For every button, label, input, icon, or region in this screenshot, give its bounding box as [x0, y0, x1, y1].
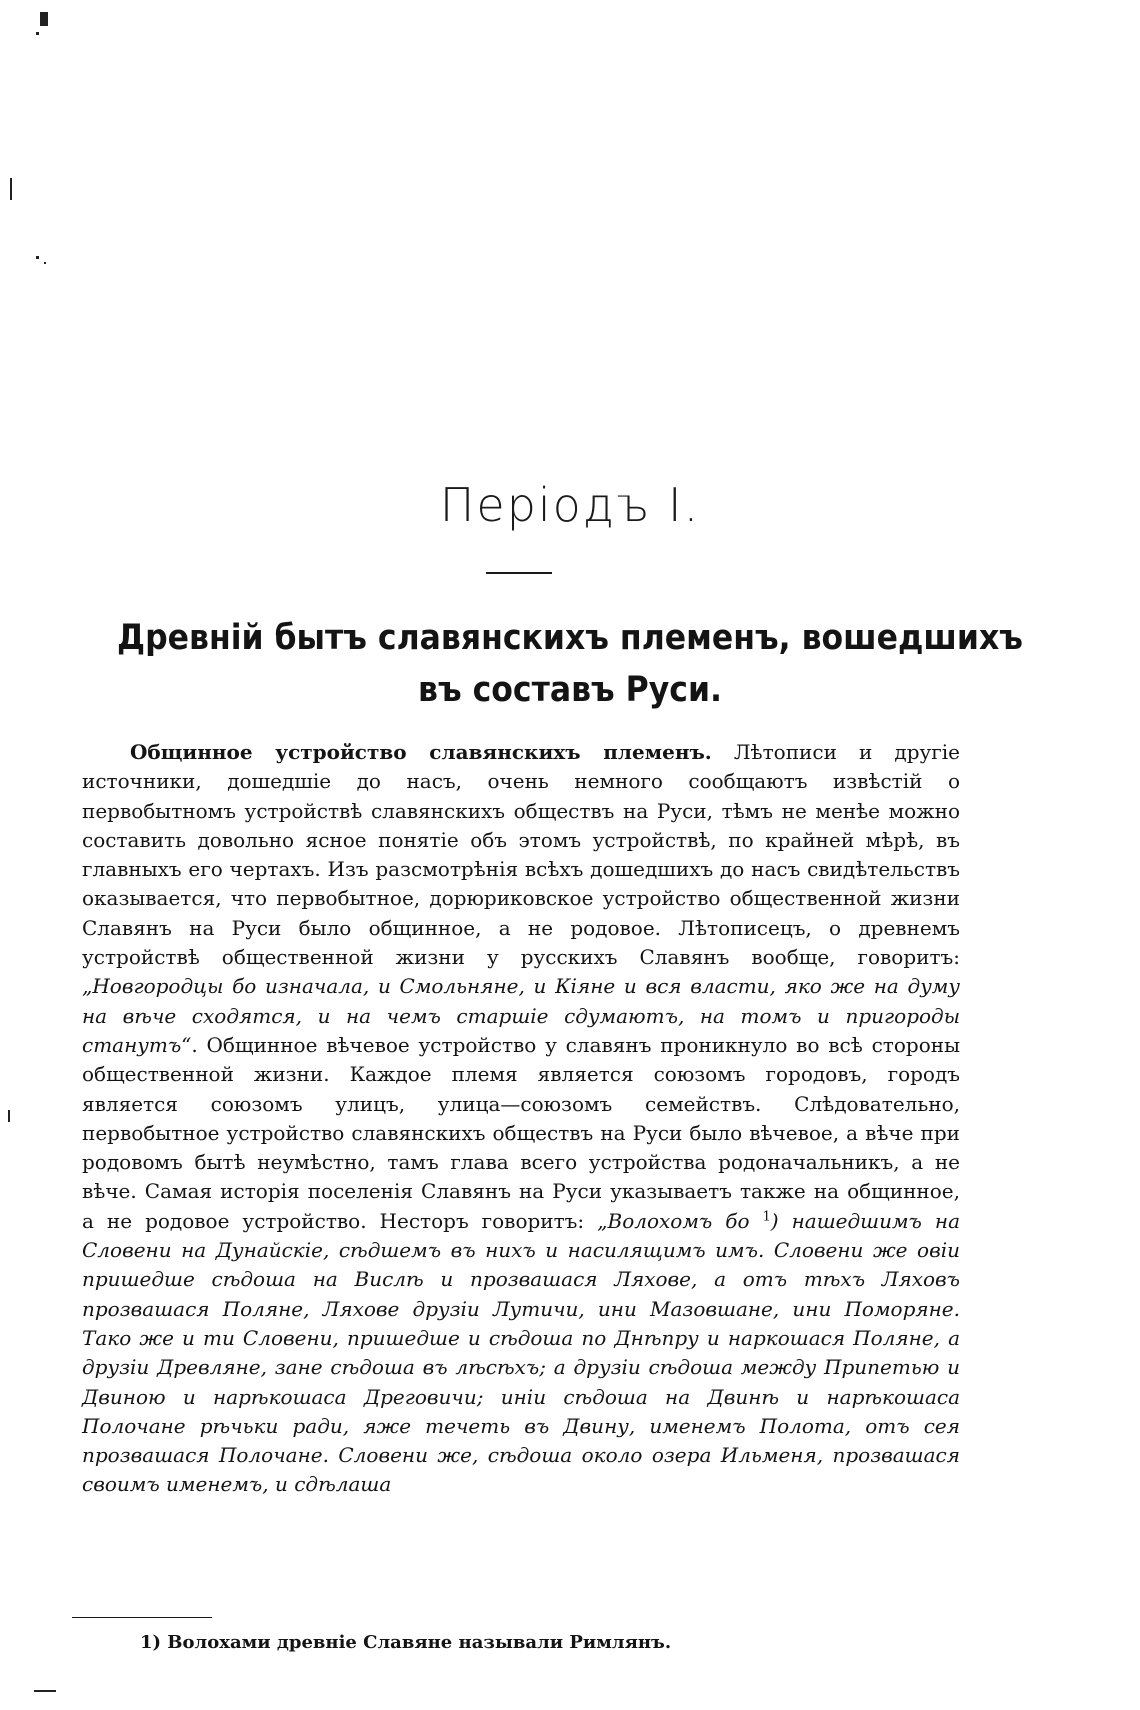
footnote-reference: 1	[762, 1209, 771, 1225]
scan-speck	[34, 1690, 56, 1692]
scan-speck	[10, 178, 12, 200]
scan-speck	[36, 256, 39, 259]
title-divider	[486, 572, 552, 574]
paragraph-text: . Общинное вѣчевое устройство у славянъ проникнуло во всѣ стороны общественной жизни. Каждое племя является союзомъ городовъ, городъ является союзомъ улицъ, улица—союзомъ семействъ. Слѣдовательно, первобытное устройство славянскихъ обществъ на Руси было вѣчевое, а вѣче при родовомъ бытѣ неумѣстно, тамъ глава всего устройства родоначальникъ, а не вѣче. Самая исторія поселенія Славянъ на Руси указываетъ также на общинное, а не родовое устройство. Несторъ говоритъ:	[82, 1032, 960, 1233]
chapter-title: Древній бытъ славянскихъ племенъ, вошедшихъ въ составъ Руси.	[117, 618, 1023, 710]
nestor-quote-start: „Волохомъ бо	[597, 1208, 750, 1233]
scan-speck	[40, 12, 48, 26]
scan-speck	[44, 262, 46, 264]
paragraph-text: Лѣтописи и другіе источники, дошедшіе до насъ, очень немного сообщаютъ извѣстій о первобытномъ устройствѣ славянскихъ обществъ на Руси, тѣмъ не менѣе можно составить довольно ясное понятіе объ этомъ устройствѣ, по крайней мѣрѣ, въ главныхъ его чертахъ. Изъ разсмотрѣнія всѣхъ дошедшихъ до насъ свидѣтельствъ оказывается, что первобытное, дорюриковское устройство общественной жизни Славянъ на Руси было общинное, а не родовое. Лѣтописецъ, о древнемъ устройствѣ общественной жизни у русскихъ Славянъ вообще, говоритъ:	[82, 740, 960, 970]
footnote: 1) Волохами древніе Славяне называли Римлянъ.	[140, 1632, 672, 1653]
scan-speck	[8, 1110, 10, 1122]
main-paragraph	[82, 738, 960, 1500]
scan-speck	[36, 32, 39, 35]
period-title: Періодъ I.	[439, 478, 701, 532]
chronicle-quote: „Новгородцы бо изначала, и Смольняне, и Кіяне и вся власти, яко же на думу на вѣче сходятся, и на чемъ старшіе сдумаютъ, на томъ и пригороды станутъ“	[82, 974, 960, 1057]
nestor-quote: ) нашедшимъ на Словени на Дунайскіе, сѣдшемъ въ нихъ и насилящимъ имъ. Словени же овіи пришедше сѣдоша на Вислѣ и прозвашася Ляхове, а отъ тѣхъ Ляховъ прозвашася Поляне, Ляхове друзіи Лутичи, ини Мазовшане, ини Поморяне. Тако же и ти Словени, пришедше и сѣдоша по Днѣпру и наркошася Поляне, а друзіи Древляне, зане сѣдоша въ лѣсѣхъ; а друзіи сѣдоша между Припетью и Двиною и нарѣкошаса Дреговичи; иніи сѣдоша на Двинѣ и нарѣкошаса Полочане рѣчьки ради, яже течеть въ Двину, именемъ Полота, отъ сея прозвашася Полочане. Словени же, сѣдоша около озера Ильменя, прозвашася своимъ именемъ, и сдѣлаша	[82, 1208, 960, 1497]
footnote-divider	[72, 1617, 212, 1618]
paragraph-lead-heading: Общинное устройство славянскихъ племенъ.	[130, 740, 712, 764]
